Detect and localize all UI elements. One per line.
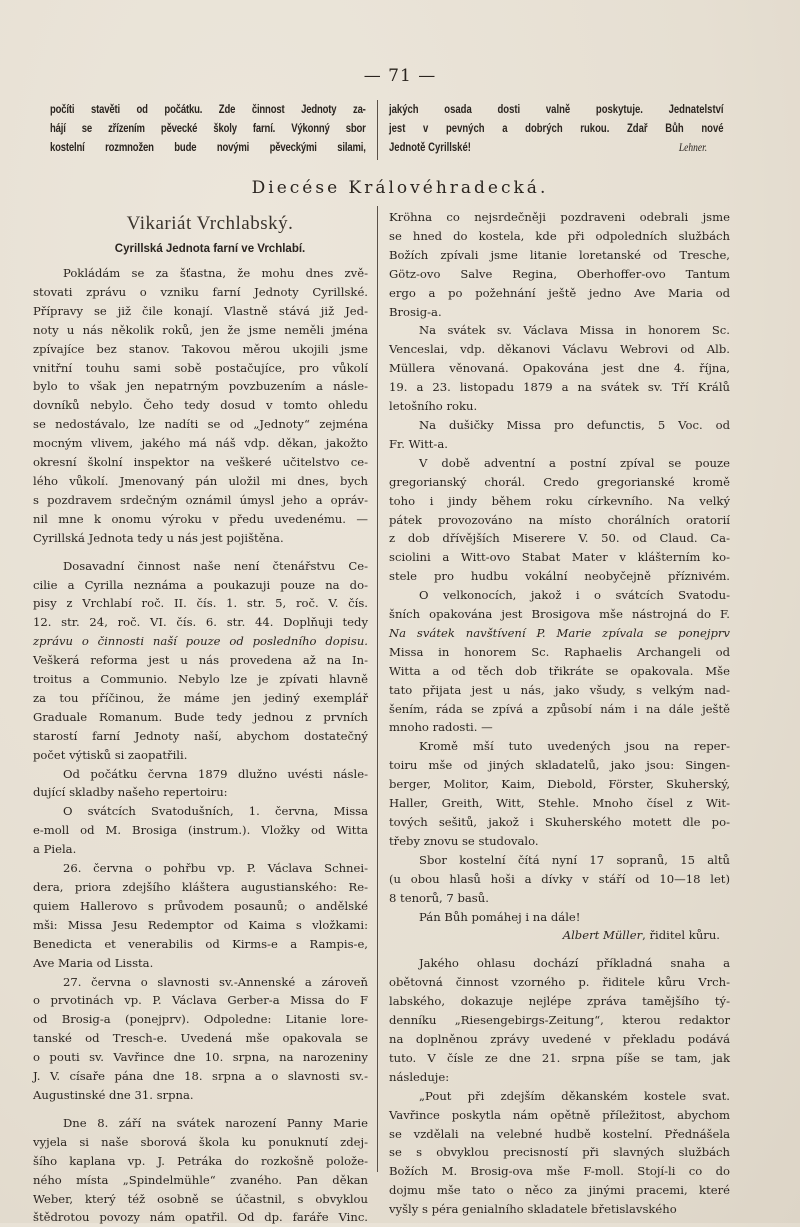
text-line: okresní školní inspektor na veškeré učitelstvo ce- [33,455,368,470]
text-line: Božích M. Brosig-ova mše F-moll. Stojí-li co do [389,1164,730,1179]
text-line: Witta a od těch dob třikráte se opakovala. Mše [389,663,730,678]
text-line: na doplněnou zprávy uvedené v překladu podává [389,1031,730,1046]
text-line: noty u nás několik roků, jen že jsme neměli jména [33,322,368,337]
diocese-title: Diecése Královéhradecká. [251,178,549,198]
text-line: za tou příčinou, že máme jen jediný exemplář [33,690,368,705]
text-line: štědrotou povozy nám opatřil. Od dp. faráře Vinc. [33,1210,368,1225]
text-line: tanské od Tresch-e. Uvedená mše opakovala se [33,1031,368,1046]
text-line: hájí se zřízením pěvecké školy farní. Výkonný sbor [50,121,366,135]
text-line: starostí farní Jednoty naší, abychom dostatečný [33,728,368,743]
text-line: Augustinské dne 31. srpna. [33,1087,194,1102]
page-number: — 71 — [363,66,437,86]
top-right-text [389,101,724,158]
signature-name: Albert Müller [562,928,643,943]
text-line: se hned do kostela, kde při odpoledních službách [389,228,730,243]
text-line: vnitřní touhu sami sobě postačujíce, pro vůkolí [33,360,368,375]
text-line: pátek provozováno na místo chorálních oratorií [389,512,730,527]
text-line: vyjela si naše sborová škola ku ponuknutí zdej- [33,1134,368,1149]
text-line: Kröhna co nejsrdečněji pozdraveni odebrali jsme [389,210,730,224]
text-line: Přípravy se již čile konají. Vlastně stává již Jed- [33,303,368,318]
text-line: O svátcích Svatodušních, 1. června, Missa [63,804,368,819]
text-line [389,139,724,158]
text-line: Veškerá reforma jest u nás provedena až na In- [33,653,368,668]
text-line: od Brosig-a (ponejprv). Odpoledne: Litanie lore- [33,1012,368,1027]
text-line: s pozdravem srdečným oznámil úmysl jeho a opráv- [33,492,368,507]
text-line: obětovná činnost vzorného p. řiditele kůru Vrch- [389,975,730,990]
text-line: Müllera věnovaná. Opakována jest dne 4. října, [389,361,730,376]
right-column [389,208,730,1219]
text-line: kostelní rozmnožen bude novými pěveckými silami, [50,140,366,154]
column-divider [377,206,378,1172]
section-heading: Cyrillská Jednota farní ve Vrchlabí. [114,243,306,255]
text-line: letošního roku. [389,399,478,414]
text-line: následuje: [389,1069,450,1084]
text-line: šních opakována jest Brosigova mše nástrojná do F. [389,607,730,622]
text-line: mocným vlivem, jakého má náš vdp. děkan, jakožto [33,436,368,451]
text-line: vyšly s péra genialního skladatele břetislavského [389,1202,677,1217]
text-line: Jakého ohlasu dochází příkladná snaha a [419,956,730,971]
text-line: Od počátku června 1879 dlužno uvésti násle- [63,766,368,781]
text-line: šího kaplana vp. J. Petráka do rozkošně polože- [33,1153,368,1168]
text-line: Pán Bůh pomáhej i na dále! [419,909,581,924]
text-line: denníku „Riesengebirgs-Zeitung“, kterou redaktor [389,1013,730,1028]
text-line: o pouti sv. Vavřince dne 10. srpna, na narozeniny [33,1050,368,1065]
signature-lehner: Lehner. [678,140,708,154]
text-line: O velkonocích, jakož i o svátcích Svatodu- [419,588,730,603]
text-line: stele pro hudbu vokální neobyčejně příznivém. [389,569,730,584]
text-line: se nedostávalo, lze nadíti se od „Jednoty“ zejména [33,417,368,432]
text-line: J. V. císaře pána dne 18. srpna a o slavnosti sv.- [33,1069,368,1084]
text-line: jest v pevných a dobrých rukou. Zdař Bůh nové [389,121,724,135]
text-line: lého vůkolí. Jmenovaný pán uložil mi dnes, bych [33,473,368,488]
paragraph-gap [33,1105,368,1114]
text-line: Na svátek sv. Václava Missa in honorem Sc. [419,323,730,338]
text-line: toho i jindy během roku církevního. Na velký [389,493,730,508]
text-line: (u obou hlasů hoši a dívky v stáří od 10—18 let) [389,871,730,886]
text-line: zprávu o činnosti naší pouze od posledního dopisu. [33,634,368,649]
text-line: Vavřince poskytla nám opětně příležitost, abychom [389,1107,730,1122]
text-line: Dosavadní činnost naše není čtenářstvu Ce- [63,558,368,573]
text-line: dera, priora zdejšího kláštera augustianského: Re- [33,880,368,894]
text-line: tato přijata jest u nás, jako všudy, s velkým nad- [389,682,730,697]
text-line: se s obvyklou precisností při slavných službách [389,1145,730,1160]
signature-line [389,926,730,945]
text-line: dovníků nebylo. Čeho tedy dosud v tomto ohledu [33,398,368,413]
text-line: Fr. Witt-a. [389,436,448,451]
text-line: stovati zprávu o vzniku farní Jednoty Cyrillské. [33,284,368,299]
text-line: sciolini a Witt-ovo Stabat Mater v klášterním ko- [389,550,730,565]
text-line: Pokládám se za šťastna, že mohu dnes zvě- [63,266,368,280]
text-line: ného místa „Spindelmühle“ zvaného. Pan děkan [33,1172,368,1187]
text-line: Dne 8. září na svátek narození Panny Marie [63,1115,368,1130]
left-column [33,264,368,1227]
text-line: 19. a 23. listopadu 1879 a na svátek sv. Tří Králů [389,380,730,395]
text-line: Götz-ovo Salve Regina, Oberhoffer-ovo Tantum [389,266,730,281]
text-line: gregorianský chorál. Credo gregorianské kromě [389,474,730,489]
vicariate-title: Vikariát Vrchlabský. [126,213,294,234]
text-line: Na dušičky Missa pro defunctis, 5 Voc. od [419,417,730,432]
text-line: troitus a Communio. Nebylo lze je zpívati hlavně [33,672,368,687]
text-line: o prvotinách vp. P. Václava Gerber-a Missa do F [33,993,368,1008]
text-line: Cyrillská Jednota tedy u nás jest pojištěna. [33,530,284,545]
text-line: quiem Hallerovo s průvodem posaunů; o andělské [33,898,368,913]
text-line: Božích zpívali jsme litanie loretanské od Tresche, [389,247,730,262]
text-line: tuto. V čísle ze dne 21. srpna píše se tam, jak [389,1050,730,1065]
text-line: 12. str. 24, roč. VI. čís. 6. str. 44. Doplňuji tedy [33,615,368,630]
text-line: bylo to však jen nepatrným povzbuzením a násle- [33,379,368,394]
text-line: třeby znovu se studovalo. [389,833,539,848]
text-line: Haller, Greith, Witt, Stehle. Mnoho čísel z Wit- [389,796,730,811]
text-line: šením, ráda se zpívá a způsobí nám i na dále ještě [389,701,730,716]
closing-line: Jednotě Cyrillské! [389,140,471,154]
text-line: „Pout při zdejším děkanském kostele svat. [419,1088,730,1103]
text-line: V době adventní a postní zpíval se pouze [419,455,730,470]
text-line: toiru mše od jiných skladatelů, jako jsou: Singen- [389,758,730,773]
text-line: berger, Molitor, Kaim, Diebold, Förster, Skuherský, [389,777,730,792]
text-line: e-moll od M. Brosiga (instrum.). Vložky od Witta [33,823,368,838]
text-line: ergo a po požehnání ještě jedno Ave Maria od [389,285,730,300]
text-line: z dob dřívějších Miserere V. 50. od Claud. Ca- [389,531,730,546]
text-line: nil mne k onomu výroku v předu uvedenému. — [33,511,368,526]
paragraph-gap [389,945,730,954]
text-line: počet výtisků si zaopatřili. [33,747,188,762]
text-line: Na svátek navštívení P. Marie zpívala se ponejprv [389,625,730,640]
text-line: dojmu mše tato o něco za jinými pracemi, které [389,1183,730,1198]
text-line: Sbor kostelní čítá nyní 17 sopranů, 15 altů [419,852,730,867]
text-line: a Piela. [33,842,77,857]
text-line: dující skladby našeho repertoiru: [33,785,228,800]
text-line: pisy z Vrchlabí roč. II. čís. 1. str. 5, roč. V. čís. [33,596,368,611]
text-line: Ave Maria od Lissta. [33,955,154,970]
text-line: počíti stavěti od počátku. Zde činnost Jednoty za- [50,103,366,116]
text-line: Kromě mší tuto uvedených jsou na reper- [419,739,730,754]
text-line: Benedicta et venerabilis od Kirms-e a Rampis-e, [33,936,368,951]
text-line: Graduale Romanum. Bude tedy jednou z prvních [33,709,368,724]
text-line: jakých osada dosti valně poskytuje. Jednatelství [389,103,724,116]
text-line: Missa in honorem Sc. Raphaelis Archangeli od [389,644,730,659]
text-line: mnoho radosti. — [389,720,493,735]
text-line: Brosig-a. [389,304,442,319]
top-left-text [50,101,366,158]
text-line: Venceslai, vdp. děkanovi Václavu Webrovi od Alb. [389,342,730,357]
text-line: 8 tenorů, 7 basů. [389,890,489,905]
text-line: mši: Missa Jesu Redemptor od Kaima s vložkami: [33,917,368,932]
text-line: labského, dokazuje nejlépe zpráva tamějšího tý- [389,994,730,1009]
text-line: 27. června o slavnosti sv.-Annenské a zároveň [63,974,368,989]
text-line: 26. června o pohřbu vp. P. Václava Schnei- [63,861,368,876]
paragraph-gap [33,548,368,557]
text-line: tových sešitů, jakož i Skuherského motett dle po- [389,815,730,829]
text-line: se vzdělali na velebné hudbě kostelní. Přednášela [389,1126,730,1141]
text-line: zpívajíce bez stanov. Takovou měrou ukojili jsme [33,341,368,356]
column-divider-top [377,100,378,160]
text-line: Weber, který též osobně se účastnil, s obvyklou [33,1191,368,1206]
text-line: cilie a Cyrilla neznáma a poukazuji pouze na do- [33,577,368,592]
signature-title: , řiditel kůru. [642,928,720,943]
